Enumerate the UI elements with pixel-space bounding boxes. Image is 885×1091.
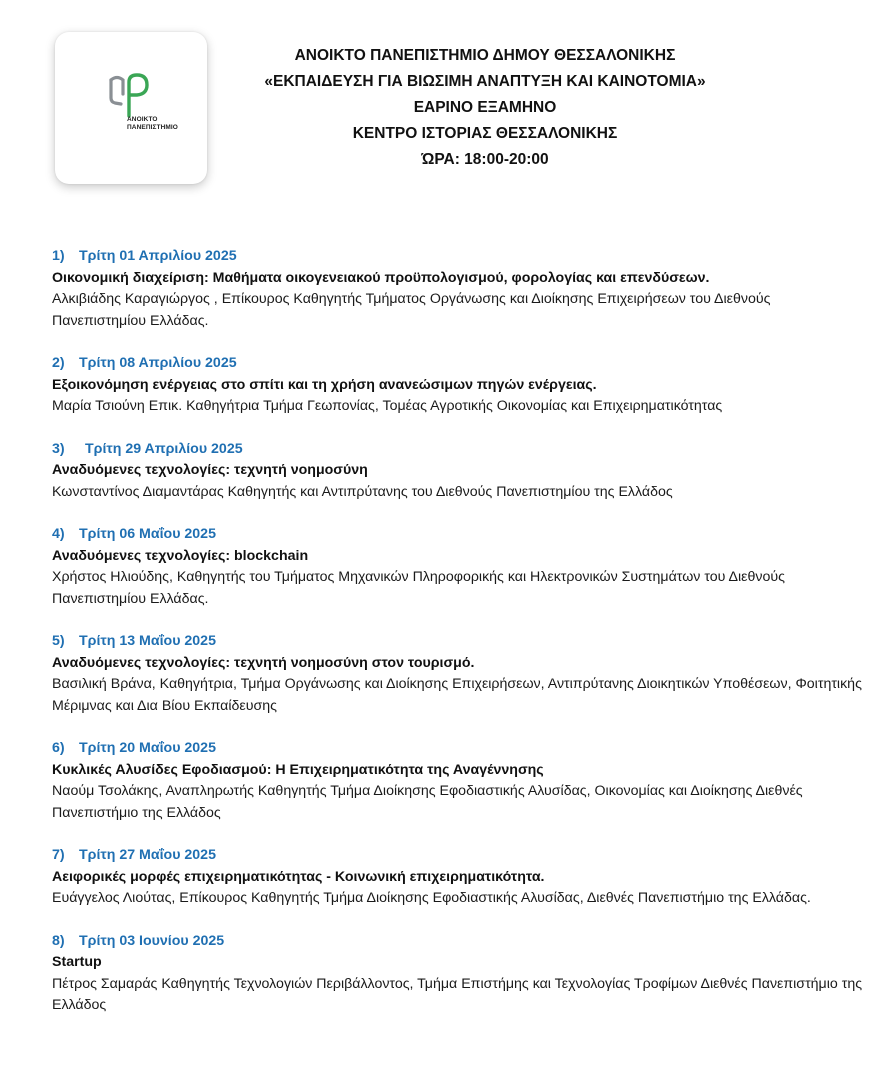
lecture-date	[52, 931, 867, 953]
lecture-speaker: Αλκιβιάδης Καραγιώργος , Επίκουρος Καθηγητής Τμήματος Οργάνωσης και Διοίκησης Επιχειρήσεων του Διεθνούς Πανεπιστημίου Ελλάδας.	[52, 291, 771, 329]
header-time: ΏΡΑ: 18:00-20:00	[421, 151, 549, 168]
lecture-speaker: Κωνσταντίνος Διαμαντάρας Καθηγητής και Αντιπρύτανης του Διεθνούς Πανεπιστημίου της Ελλάδος	[52, 483, 673, 500]
lecture-item	[52, 246, 867, 332]
lecture-date-text: Τρίτη 27 Μαΐου 2025	[79, 847, 216, 863]
lecture-schedule	[52, 246, 867, 1038]
lecture-speaker: Βασιλική Βράνα, Καθηγήτρια, Τμήμα Οργάνωσης και Διοίκησης Επιχειρήσεων, Αντιπρύτανης Διοικητικών Υποθέσεων, Φοιτητικής Μέριμνας και Δια Βίου Εκπαίδευσης	[52, 676, 862, 714]
lecture-number: 6)	[52, 740, 65, 756]
lecture-topic: Αναδυόμενες τεχνολογίες: τεχνητή νοημοσύνη	[52, 462, 368, 478]
lecture-speaker: Χρήστος Ηλιούδης, Καθηγητής του Τμήματος Μηχανικών Πληροφορικής και Ηλεκτρονικών Συστημάτων του Διεθνούς Πανεπιστημίου Ελλάδας.	[52, 569, 785, 607]
lecture-speaker: Πέτρος Σαμαράς Καθηγητής Τεχνολογιών Περιβάλλοντος, Τμήμα Επιστήμης και Τεχνολογίας Τροφίμων Διεθνές Πανεπιστήμιο της Ελλάδος	[52, 975, 863, 1013]
lecture-topic: Αναδυόμενες τεχνολογίες: blockchain	[52, 547, 309, 564]
logo-card	[55, 32, 207, 184]
open-university-logo-icon	[107, 72, 157, 118]
lecture-speaker: Ναούμ Τσολάκης, Αναπληρωτής Καθηγητής Τμήμα Διοίκησης Εφοδιαστικής Αλυσίδας, Οικονομίας και Διοίκησης Διεθνές Πανεπιστήμιο της Ελλάδος	[52, 783, 803, 821]
lecture-number: 3)	[52, 440, 65, 457]
header-venue: ΚΕΝΤΡΟ ΙΣΤΟΡΙΑΣ ΘΕΣΣΑΛΟΝΙΚΗΣ	[352, 125, 618, 142]
lecture-date	[52, 439, 867, 461]
lecture-date-text: Τρίτη 01 Απριλίου 2025	[79, 248, 237, 264]
lecture-date	[52, 631, 867, 653]
lecture-date-text: Τρίτη 13 Μαΐου 2025	[79, 633, 216, 649]
lecture-topic: Αειφορικές μορφές επιχειρηματικότητας - Κοινωνική επιχειρηματικότητα.	[52, 868, 545, 885]
lecture-number: 1)	[52, 248, 65, 264]
logo-text-line2: ΠΑΝΕΠΙΣΤΗΜΙΟ	[127, 123, 178, 131]
lecture-speaker: Μαρία Τσιούνη Επικ. Καθηγήτρια Τμήμα Γεωπονίας, Τομέας Αγροτικής Οικονομίας και Επιχειρηματικότητας	[52, 398, 723, 414]
lecture-topic: Αναδυόμενες τεχνολογίες: τεχνητή νοημοσύνη στον τουρισμό.	[52, 654, 475, 671]
lecture-number: 8)	[52, 932, 65, 949]
lecture-topic: Εξοικονόμηση ενέργειας στο σπίτι και τη χρήση ανανεώσιμων πηγών ενέργειας.	[52, 376, 597, 393]
lecture-date	[52, 524, 867, 546]
lecture-date-text: Τρίτη 29 Απριλίου 2025	[85, 440, 243, 457]
document-header	[220, 43, 750, 173]
logo-text	[127, 116, 178, 131]
lecture-item	[52, 439, 867, 504]
lecture-date-text: Τρίτη 03 Ιουνίου 2025	[79, 932, 225, 949]
lecture-date	[52, 738, 867, 760]
lecture-number: 2)	[52, 355, 65, 371]
header-institution: ΑΝΟΙΚΤΟ ΠΑΝΕΠΙΣΤΗΜΙΟ ΔΗΜΟΥ ΘΕΣΣΑΛΟΝΙΚΗΣ	[294, 47, 676, 64]
lecture-date	[52, 353, 867, 375]
lecture-date	[52, 845, 867, 867]
lecture-number: 5)	[52, 633, 65, 649]
lecture-topic: Οικονομική διαχείριση: Μαθήματα οικογενειακού προϋπολογισμού, φορολογίας και επενδύσεων.	[52, 269, 710, 286]
lecture-item	[52, 845, 867, 910]
logo-text-line1: ΑΝΟΙΚΤΟ	[127, 116, 158, 123]
header-semester: ΕΑΡΙΝΟ ΕΞΑΜΗΝΟ	[413, 99, 557, 116]
header-program-title: «ΕΚΠΑΙΔΕΥΣΗ ΓΙΑ ΒΙΩΣΙΜΗ ΑΝΑΠΤΥΞΗ ΚΑΙ ΚΑΙΝΟΤΟΜΙΑ»	[264, 73, 706, 90]
lecture-topic: Startup	[52, 954, 102, 970]
lecture-date-text: Τρίτη 06 Μαΐου 2025	[79, 526, 216, 542]
lecture-item	[52, 631, 867, 717]
lecture-item	[52, 524, 867, 610]
lecture-date	[52, 246, 867, 268]
lecture-number: 4)	[52, 526, 65, 542]
lecture-item	[52, 738, 867, 824]
lecture-topic: Κυκλικές Αλυσίδες Εφοδιασμού: Η Επιχειρηματικότητα της Αναγέννησης	[52, 761, 544, 778]
lecture-item	[52, 931, 867, 1017]
lecture-speaker: Ευάγγελος Λιούτας, Επίκουρος Καθηγητής Τμήμα Διοίκησης Εφοδιαστικής Αλυσίδας, Διεθνές Πανεπιστήμιο της Ελλάδας.	[52, 890, 811, 906]
lecture-item	[52, 353, 867, 418]
lecture-date-text: Τρίτη 08 Απριλίου 2025	[79, 355, 237, 371]
lecture-number: 7)	[52, 847, 65, 863]
lecture-date-text: Τρίτη 20 Μαΐου 2025	[79, 740, 216, 756]
